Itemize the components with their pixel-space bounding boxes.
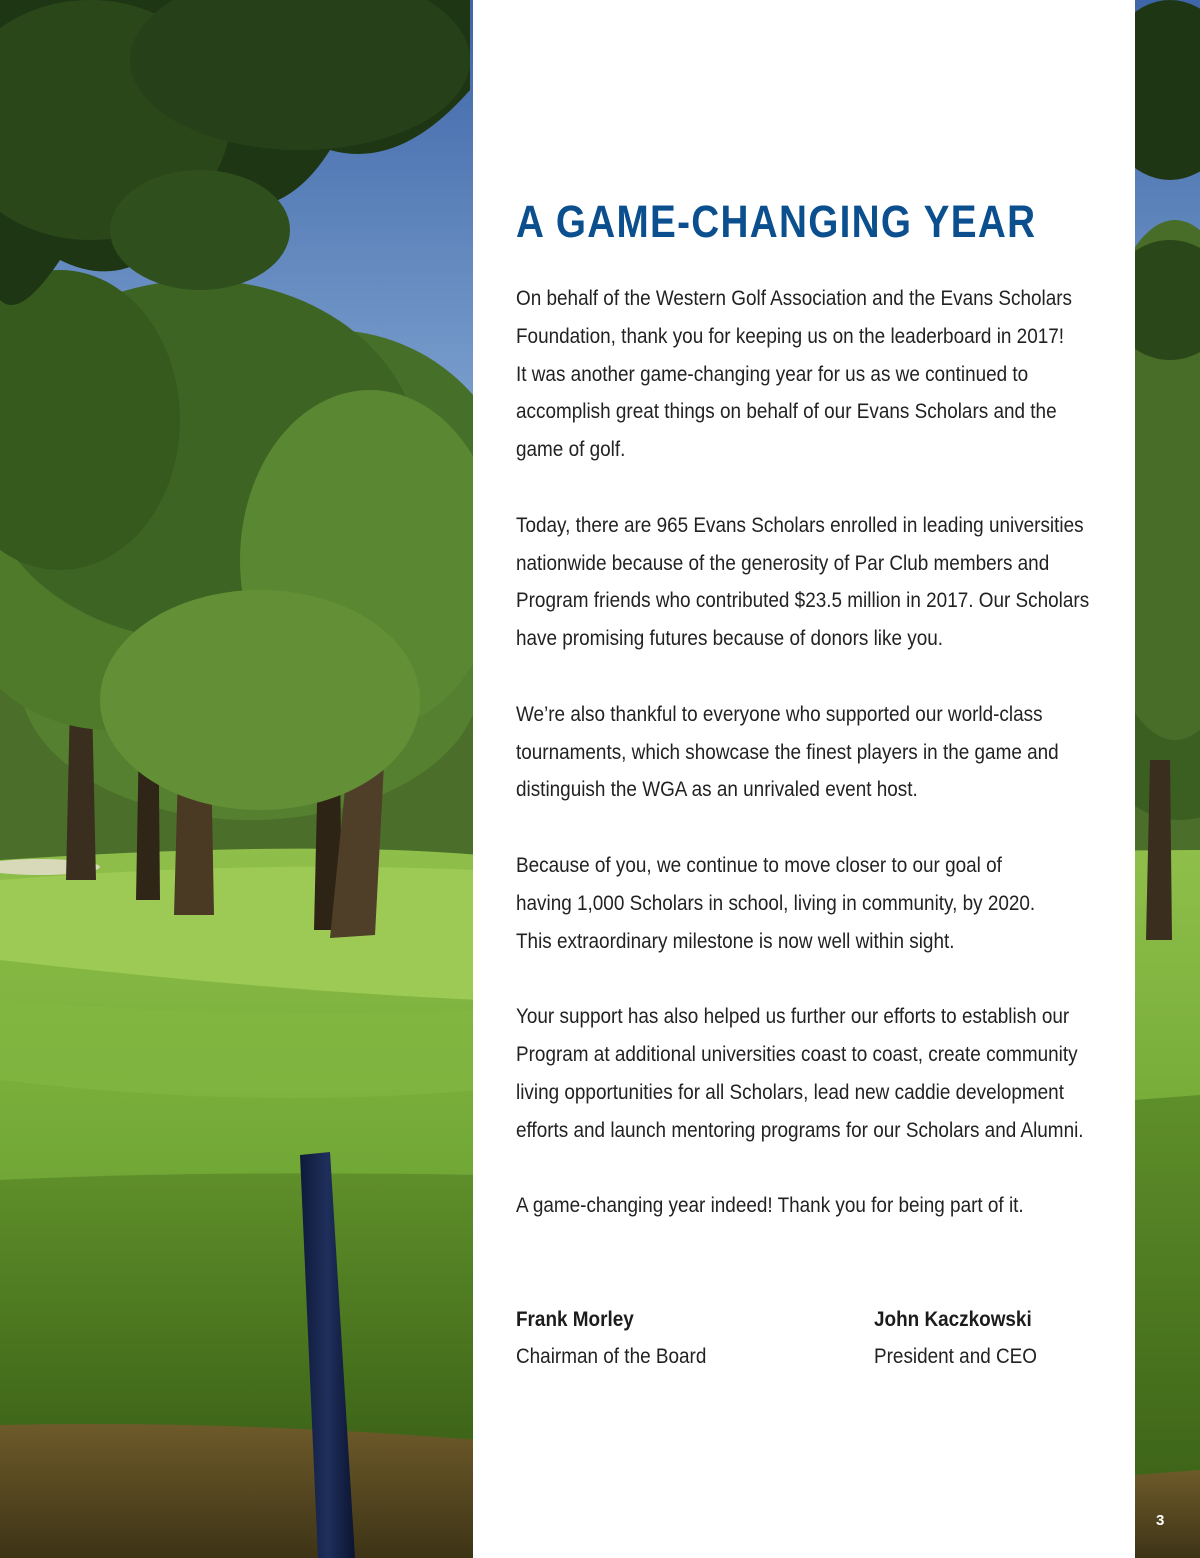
signature-president xyxy=(874,1304,1037,1371)
signature-block xyxy=(516,1304,1136,1384)
letter-body xyxy=(516,280,1090,1263)
text-line: game of golf. xyxy=(516,437,626,462)
text-line: Your support has also helped us further our efforts to establish our xyxy=(516,1004,1070,1029)
page-title: A GAME-CHANGING YEAR xyxy=(516,196,1037,247)
text-line: Foundation, thank you for keeping us on the leaderboard in 2017! xyxy=(516,323,1065,348)
paragraph xyxy=(516,1187,1079,1225)
text-line: It was another game-changing year for us as we continued to xyxy=(516,361,1029,386)
paragraph xyxy=(516,847,1079,960)
text-line: This extraordinary milestone is now well within sight. xyxy=(516,928,955,953)
text-line: nationwide because of the generosity of Par Club members and xyxy=(516,550,1050,575)
text-line: accomplish great things on behalf of our Evans Scholars and the xyxy=(516,399,1057,424)
text-line: On behalf of the Western Golf Association and the Evans Scholars xyxy=(516,286,1073,310)
text-line: distinguish the WGA as an unrivaled event host. xyxy=(516,777,918,802)
text-line: Program at additional universities coast to coast, create community xyxy=(516,1041,1078,1066)
text-line: efforts and launch mentoring programs for our Scholars and Alumni. xyxy=(516,1117,1084,1142)
paragraph xyxy=(516,998,1084,1149)
text-line: Today, there are 965 Evans Scholars enrolled in leading universities xyxy=(516,512,1084,537)
text-line: having 1,000 Scholars in school, living in community, by 2020. xyxy=(516,890,1036,915)
paragraph xyxy=(516,696,1079,809)
signer-name: John Kaczkowski xyxy=(874,1307,1032,1331)
text-line: We’re also thankful to everyone who supported our world-class xyxy=(516,701,1043,726)
signer-title: Chairman of the Board xyxy=(516,1344,707,1368)
signer-name: Frank Morley xyxy=(516,1307,634,1331)
paragraph xyxy=(516,507,1090,658)
text-line: Because of you, we continue to move closer to our goal of xyxy=(516,852,1002,877)
text-line: Program friends who contributed $23.5 million in 2017. Our Scholars xyxy=(516,588,1090,613)
paragraph xyxy=(516,280,1079,469)
text-line: A game-changing year indeed! Thank you for being part of it. xyxy=(516,1193,1024,1218)
text-line: living opportunities for all Scholars, lead new caddie development xyxy=(516,1079,1064,1104)
signer-title: President and CEO xyxy=(874,1344,1038,1368)
signature-chairman xyxy=(516,1304,706,1371)
letter-panel xyxy=(473,0,1135,1558)
text-line: tournaments, which showcase the finest players in the game and xyxy=(516,739,1059,764)
page-number: 3 xyxy=(1156,1512,1165,1529)
text-line: have promising futures because of donors like you. xyxy=(516,626,944,651)
